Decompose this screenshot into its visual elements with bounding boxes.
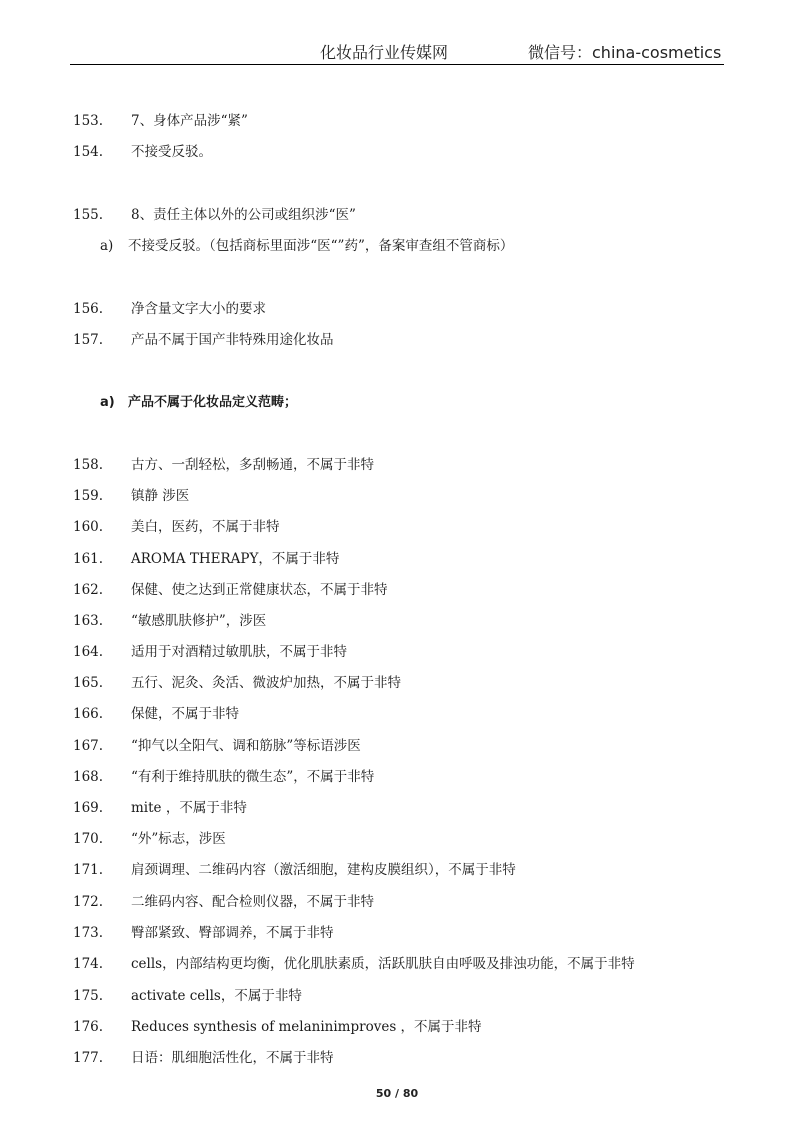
- item-number: 163.: [73, 613, 104, 629]
- item-number: 158.: [73, 457, 104, 473]
- item-number: a): [100, 238, 114, 254]
- item-number: 169.: [73, 800, 104, 816]
- item-text: 7、身体产品涉“紧”: [131, 113, 248, 129]
- item-text: activate cells，不属于非特: [131, 988, 302, 1004]
- item-number: 155.: [73, 207, 104, 223]
- item-text: 8、责任主体以外的公司或组织涉“医”: [131, 207, 356, 223]
- item-number: 175.: [73, 988, 104, 1004]
- page-number: 50 / 80: [375, 1087, 419, 1100]
- item-text: mite ，不属于非特: [131, 800, 247, 816]
- item-text: 日语：肌细胞活性化，不属于非特: [131, 1050, 334, 1066]
- item-number: 154.: [73, 144, 104, 160]
- item-number: 172.: [73, 894, 104, 910]
- item-text: 镇静 涉医: [131, 488, 190, 504]
- item-text: 二维码内容、配合检则仪器，不属于非特: [131, 894, 374, 910]
- item-text: 保健、使之达到正常健康状态，不属于非特: [131, 582, 388, 598]
- item-number: 176.: [73, 1019, 104, 1035]
- item-text: AROMA THERAPY，不属于非特: [131, 551, 340, 567]
- item-text: “有利于维持肌肤的微生态”，不属于非特: [131, 769, 375, 785]
- item-text: Reduces synthesis of melaninimproves ，不属于非特: [131, 1019, 482, 1035]
- item-number: 153.: [73, 113, 104, 129]
- wechat-id: 微信号：china-cosmetics: [528, 43, 722, 62]
- item-number: 167.: [73, 738, 104, 754]
- item-number: 156.: [73, 301, 104, 317]
- item-text: 不接受反驳。（包括商标里面涉“医“”药”，备案审查组不管商标）: [128, 238, 514, 254]
- item-number: 164.: [73, 644, 104, 660]
- item-number: 168.: [73, 769, 104, 785]
- item-text: 净含量文字大小的要求: [131, 301, 266, 317]
- item-text: 产品不属于化妆品定义范畴；: [128, 395, 298, 410]
- item-text: 五行、泥灸、灸活、微波炉加热，不属于非特: [131, 675, 401, 691]
- item-number: 166.: [73, 706, 104, 722]
- item-number: 162.: [73, 582, 104, 598]
- item-text: 肩颈调理、二维码内容（激活细胞，建构皮膜组织），不属于非特: [131, 862, 516, 878]
- item-number: 170.: [73, 831, 104, 847]
- item-text: 古方、一刮轻松，多刮畅通，不属于非特: [131, 457, 374, 473]
- item-text: 保健，不属于非特: [131, 706, 239, 722]
- item-text: 美白，医药，不属于非特: [131, 519, 280, 535]
- item-number: 177.: [73, 1050, 104, 1066]
- item-number: a): [100, 395, 115, 410]
- item-number: 174.: [73, 956, 104, 972]
- item-number: 171.: [73, 862, 104, 878]
- item-text: “外”标志，涉医: [131, 831, 226, 847]
- item-number: 159.: [73, 488, 104, 504]
- item-text: 产品不属于国产非特殊用途化妆品: [131, 332, 334, 348]
- item-text: 适用于对酒精过敏肌肤，不属于非特: [131, 644, 347, 660]
- item-number: 160.: [73, 519, 104, 535]
- item-text: 不接受反驳。: [131, 144, 212, 160]
- page-header: [70, 38, 724, 65]
- item-text: 臀部紧致、臀部调养，不属于非特: [131, 925, 334, 941]
- site-name: 化妆品行业传媒网: [320, 43, 449, 62]
- item-text: “敏感肌肤修护”，涉医: [131, 613, 267, 629]
- item-number: 161.: [73, 551, 104, 567]
- item-number: 173.: [73, 925, 104, 941]
- item-number: 157.: [73, 332, 104, 348]
- item-text: “抑气以全阳气、调和筋脉”等标语涉医: [131, 738, 361, 754]
- item-text: cells，内部结构更均衡，优化肌肤素质，活跃肌肤自由呼吸及排浊功能，不属于非特: [131, 956, 635, 972]
- item-number: 165.: [73, 675, 104, 691]
